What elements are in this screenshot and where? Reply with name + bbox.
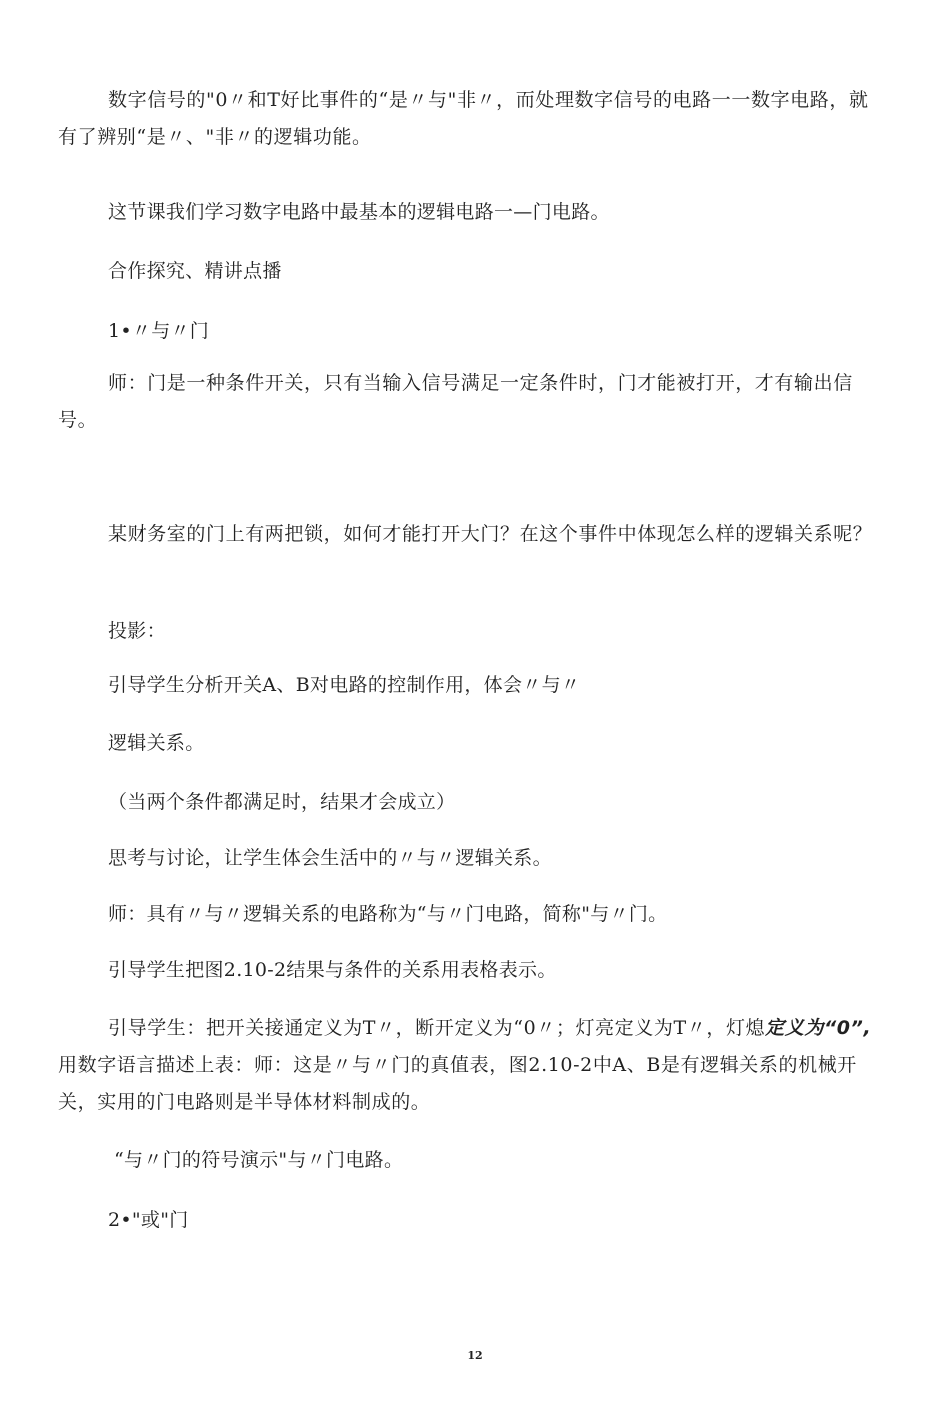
page-number: 12 xyxy=(467,1349,483,1362)
heading-or-gate: 2•"或"门 xyxy=(108,1209,189,1231)
heading-and-gate: 1•〃与〃门 xyxy=(108,320,210,342)
truth-table-emphasis: 定义为“0”, xyxy=(765,1017,872,1039)
paragraph-gate-definition: 师：门是一种条件开关，只有当输入信号满足一定条件时，门才能被打开，才有输出信号。 xyxy=(58,372,853,431)
paragraph-two-locks-question: 某财务室的门上有两把锁，如何才能打开大门？在这个事件中体现怎么样的逻辑关系呢？ xyxy=(108,523,873,545)
paragraph-symbol-demo: “与〃门的符号演示"与〃门电路。 xyxy=(114,1149,404,1171)
truth-table-text-end: 用数字语言描述上表：师：这是〃与〃门的真值表，图2.10-2中A、B是有逻辑关系的机械开关，实用的门电路则是半导体材料制成的。 xyxy=(58,1054,857,1113)
paragraph-truth-table xyxy=(58,1010,888,1121)
paragraph-table-guide: 引导学生把图2.10-2结果与条件的关系用表格表示。 xyxy=(108,959,557,981)
paragraph-lesson-intro: 这节课我们学习数字电路中最基本的逻辑电路一—门电路。 xyxy=(108,201,610,223)
paragraph-condition-note: （当两个条件都满足时，结果才会成立） xyxy=(108,791,456,813)
paragraph-digital-signal: 数字信号的"0〃和T好比事件的“是〃与"非〃，而处理数字信号的电路一一数字电路，就有了辨别“是〃、"非〃的逻辑功能。 xyxy=(58,89,869,148)
paragraph-and-gate-circuit: 师：具有〃与〃逻辑关系的电路称为“与〃门电路，简称"与〃门。 xyxy=(108,903,668,925)
paragraph-logic-relation: 逻辑关系。 xyxy=(108,732,205,754)
truth-table-text-start: 引导学生：把开关接通定义为T〃，断开定义为“0〃；灯亮定义为T〃，灯熄 xyxy=(108,1017,766,1039)
paragraph-guide-switch-analysis: 引导学生分析开关A、B对电路的控制作用，体会〃与〃 xyxy=(108,674,581,696)
paragraph-think-discuss: 思考与讨论，让学生体会生活中的〃与〃逻辑关系。 xyxy=(108,847,552,869)
section-heading-cooperative-inquiry: 合作探究、精讲点播 xyxy=(108,260,282,282)
paragraph-projection: 投影： xyxy=(108,620,166,642)
